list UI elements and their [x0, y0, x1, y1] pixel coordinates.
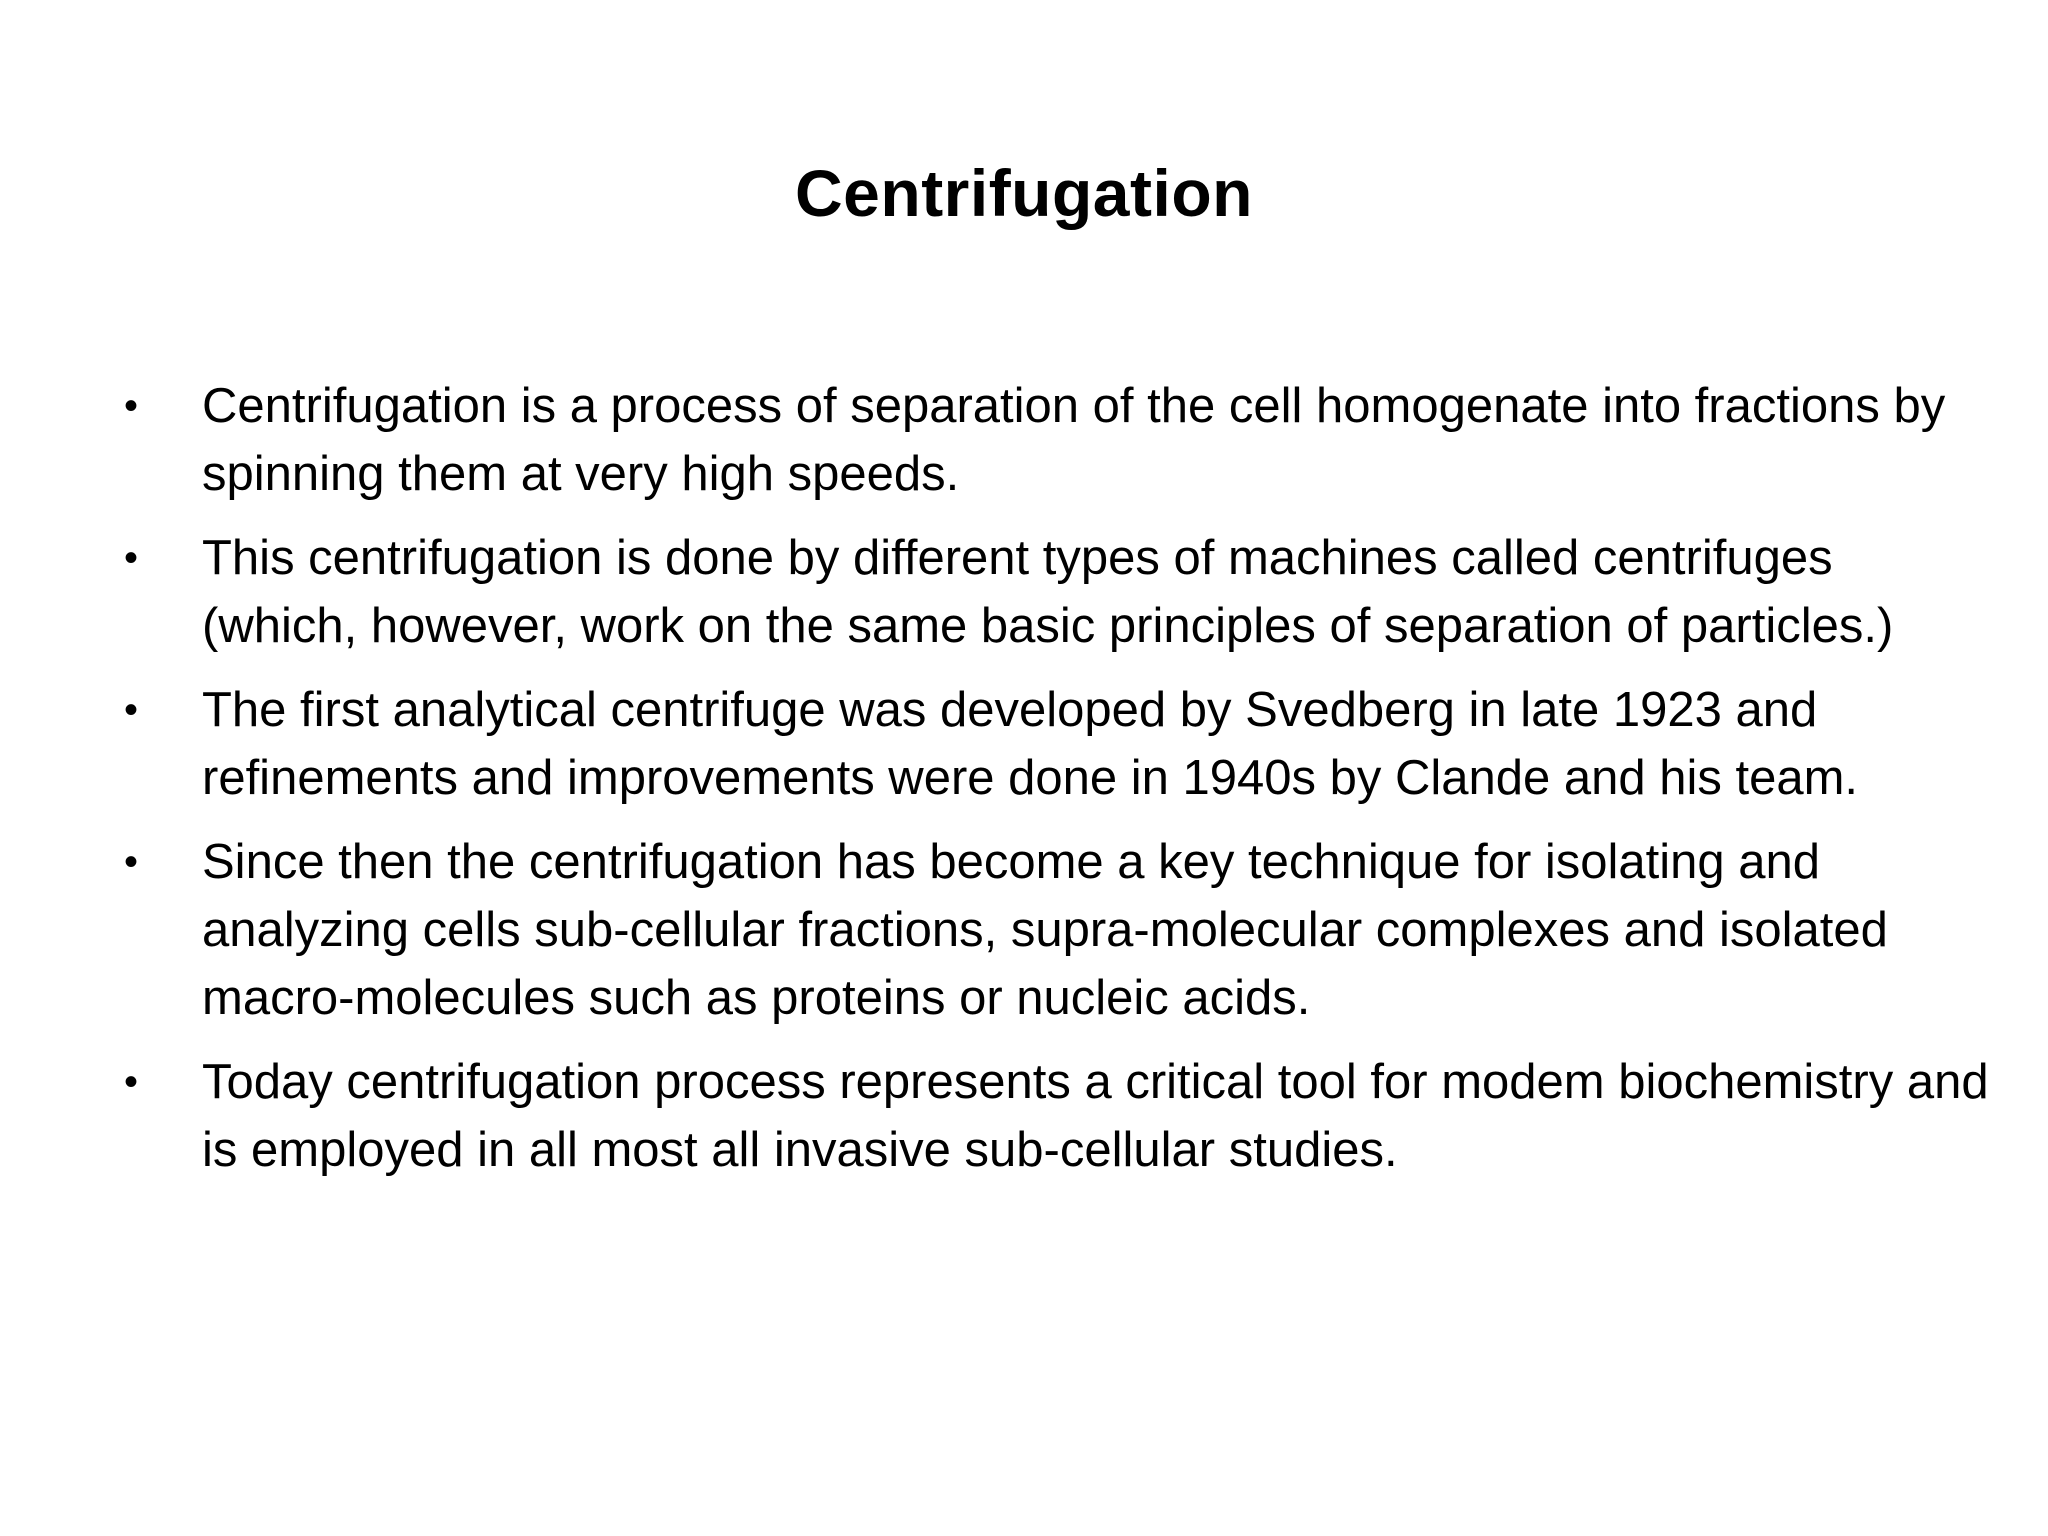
bullet-text: This centrifugation is done by different types of machines called centrifuges (which, however, work on the same basic principles of separation of particles.) [202, 531, 1894, 653]
bullet-item [120, 524, 1990, 660]
bullet-item [120, 676, 1990, 812]
bullet-dot-icon: • [124, 688, 139, 732]
bullet-dot-icon: • [124, 1060, 139, 1104]
bullet-dot-icon: • [124, 536, 139, 580]
bullet-dot-icon: • [124, 384, 139, 428]
slide-title: Centrifugation [795, 156, 1253, 230]
bullet-list [120, 372, 1990, 1200]
bullet-dot-icon: • [124, 840, 139, 884]
bullet-text: The first analytical centrifuge was developed by Svedberg in late 1923 and refinements and improvements were done in 1940s by Clande and his team. [202, 683, 1859, 805]
bullet-text: Centrifugation is a process of separation of the cell homogenate into fractions by spinning them at very high speeds. [202, 379, 1946, 501]
bullet-text: Since then the centrifugation has become a key technique for isolating and analyzing cells sub-cellular fractions, supra-molecular complexes and isolated macro-molecules such as proteins or nucleic acids. [202, 835, 1888, 1025]
bullet-text: Today centrifugation process represents a critical tool for modem biochemistry and is employed in all most all invasive sub-cellular studies. [202, 1055, 1989, 1177]
bullet-item [120, 372, 1990, 508]
bullet-item [120, 1048, 1990, 1184]
bullet-item [120, 828, 1990, 1032]
